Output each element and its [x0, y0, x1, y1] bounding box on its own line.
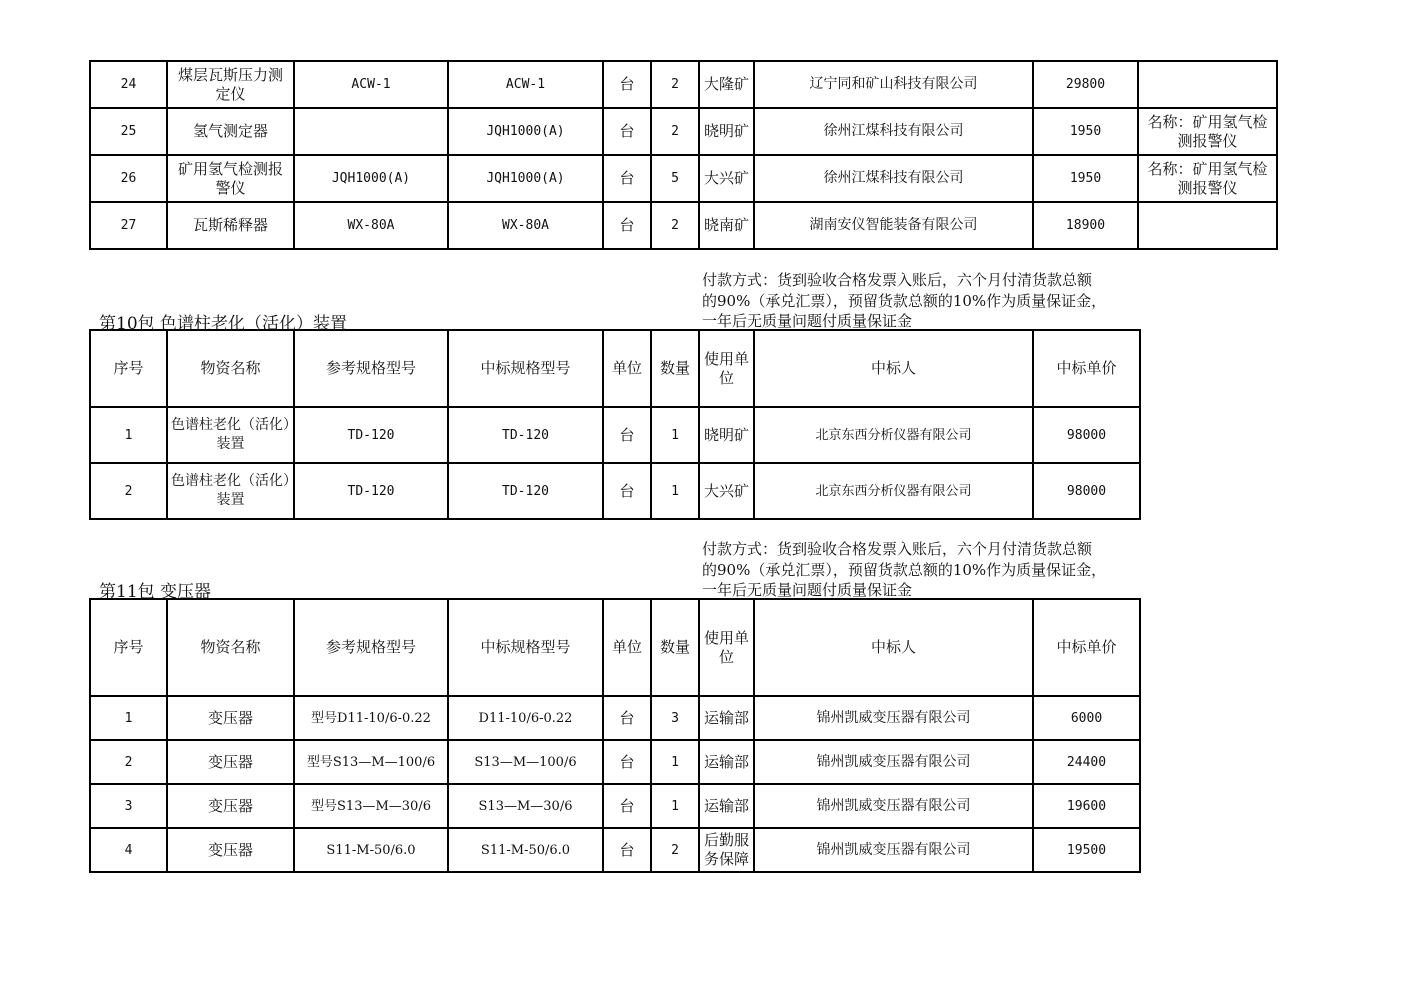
- table-row: [90, 740, 1140, 784]
- cell-no: 2: [90, 740, 167, 784]
- table-header-row: [90, 330, 1140, 407]
- package10-payment-terms: [702, 270, 1142, 332]
- cell-price: 98000: [1033, 463, 1140, 519]
- cell-qty: 1: [651, 740, 699, 784]
- cell-dept: 晓明矿: [699, 108, 754, 155]
- cell-vendor: 锦州凯威变压器有限公司: [754, 740, 1033, 784]
- cell-price: 19600: [1033, 784, 1140, 828]
- cell-no: 2: [90, 463, 167, 519]
- cell-unit: 台: [603, 784, 651, 828]
- cell-dept: 大兴矿: [699, 155, 754, 202]
- cell-unit: 台: [603, 696, 651, 740]
- cell-vendor: 锦州凯威变压器有限公司: [754, 784, 1033, 828]
- header-vendor: 中标人: [754, 330, 1033, 407]
- cell-name: 煤层瓦斯压力测定仪: [167, 61, 294, 108]
- cell-bid-spec: JQH1000(A): [448, 108, 603, 155]
- top-equipment-table: [89, 60, 1278, 250]
- table-row: [90, 202, 1277, 249]
- cell-unit: 台: [603, 61, 651, 108]
- cell-dept: 晓南矿: [699, 202, 754, 249]
- cell-vendor: 锦州凯威变压器有限公司: [754, 696, 1033, 740]
- cell-ref-spec: [294, 108, 448, 155]
- header-bid-spec: 中标规格型号: [448, 599, 603, 696]
- payment-line: 一年后无质量问题付质量保证金: [702, 312, 913, 330]
- cell-name: 变压器: [167, 828, 294, 872]
- cell-dept: 运输部: [699, 696, 754, 740]
- header-dept: 使用单位: [699, 599, 754, 696]
- cell-vendor: 徐州江煤科技有限公司: [754, 155, 1033, 202]
- payment-line: 的90%（承兑汇票），预留货款总额的10%作为质量保证金，: [702, 291, 1107, 310]
- cell-unit: 台: [603, 463, 651, 519]
- table-row: [90, 696, 1140, 740]
- cell-qty: 2: [651, 108, 699, 155]
- cell-dept: 大隆矿: [699, 61, 754, 108]
- table-header-row: [90, 599, 1140, 696]
- package11-title: 第11包 变压器: [99, 582, 212, 602]
- cell-remark: [1138, 61, 1277, 108]
- cell-remark: 名称：矿用氢气检测报警仪: [1138, 155, 1277, 202]
- cell-vendor: 北京东西分析仪器有限公司: [754, 407, 1033, 463]
- header-price: 中标单价: [1033, 330, 1140, 407]
- header-no: 序号: [90, 599, 167, 696]
- cell-name: 变压器: [167, 784, 294, 828]
- table-row: [90, 784, 1140, 828]
- payment-line: 的90%（承兑汇票），预留货款总额的10%作为质量保证金，: [702, 560, 1107, 579]
- cell-ref-spec: S11-M-50/6.0: [294, 828, 448, 872]
- cell-qty: 2: [651, 828, 699, 872]
- cell-name: 氢气测定器: [167, 108, 294, 155]
- cell-qty: 5: [651, 155, 699, 202]
- table-row: [90, 108, 1277, 155]
- cell-vendor: 北京东西分析仪器有限公司: [754, 463, 1033, 519]
- cell-name: 变压器: [167, 696, 294, 740]
- cell-no: 27: [90, 202, 167, 249]
- cell-bid-spec: S13—M—30/6: [448, 784, 603, 828]
- header-dept: 使用单位: [699, 330, 754, 407]
- payment-line: 一年后无质量问题付质量保证金: [702, 581, 913, 599]
- payment-line: 付款方式：货到验收合格发票入账后，六个月付清货款总额: [702, 271, 1093, 289]
- cell-bid-spec: TD-120: [448, 407, 603, 463]
- cell-ref-spec: ACW-1: [294, 61, 448, 108]
- cell-no: 26: [90, 155, 167, 202]
- cell-price: 1950: [1033, 155, 1138, 202]
- cell-ref-spec: JQH1000(A): [294, 155, 448, 202]
- cell-qty: 2: [651, 61, 699, 108]
- cell-bid-spec: WX-80A: [448, 202, 603, 249]
- cell-name: 色谱柱老化（活化）装置: [167, 463, 294, 519]
- cell-qty: 2: [651, 202, 699, 249]
- cell-unit: 台: [603, 740, 651, 784]
- package11-payment-terms: [702, 539, 1142, 601]
- cell-bid-spec: S13—M—100/6: [448, 740, 603, 784]
- table-row: [90, 407, 1140, 463]
- header-price: 中标单价: [1033, 599, 1140, 696]
- cell-remark: 名称：矿用氢气检测报警仪: [1138, 108, 1277, 155]
- header-bid-spec: 中标规格型号: [448, 330, 603, 407]
- table-row: [90, 155, 1277, 202]
- cell-dept: 晓明矿: [699, 407, 754, 463]
- cell-no: 25: [90, 108, 167, 155]
- cell-bid-spec: D11-10/6-0.22: [448, 696, 603, 740]
- cell-dept: 运输部: [699, 784, 754, 828]
- cell-dept: 大兴矿: [699, 463, 754, 519]
- cell-vendor: 锦州凯威变压器有限公司: [754, 828, 1033, 872]
- header-unit: 单位: [603, 599, 651, 696]
- header-qty: 数量: [651, 599, 699, 696]
- cell-name: 色谱柱老化（活化）装置: [167, 407, 294, 463]
- cell-unit: 台: [603, 202, 651, 249]
- cell-unit: 台: [603, 828, 651, 872]
- cell-ref-spec: WX-80A: [294, 202, 448, 249]
- cell-bid-spec: ACW-1: [448, 61, 603, 108]
- cell-name: 瓦斯稀释器: [167, 202, 294, 249]
- cell-bid-spec: S11-M-50/6.0: [448, 828, 603, 872]
- cell-bid-spec: TD-120: [448, 463, 603, 519]
- cell-vendor: 徐州江煤科技有限公司: [754, 108, 1033, 155]
- cell-dept: 后勤服务保障: [699, 828, 754, 872]
- cell-no: 3: [90, 784, 167, 828]
- cell-ref-spec: 型号D11-10/6-0.22: [294, 696, 448, 740]
- package11-table: [89, 598, 1141, 873]
- cell-no: 1: [90, 696, 167, 740]
- cell-no: 4: [90, 828, 167, 872]
- cell-name: 变压器: [167, 740, 294, 784]
- cell-ref-spec: 型号S13—M—100/6: [294, 740, 448, 784]
- header-no: 序号: [90, 330, 167, 407]
- cell-price: 18900: [1033, 202, 1138, 249]
- cell-qty: 3: [651, 696, 699, 740]
- header-qty: 数量: [651, 330, 699, 407]
- cell-unit: 台: [603, 155, 651, 202]
- cell-ref-spec: TD-120: [294, 463, 448, 519]
- cell-name: 矿用氢气检测报警仪: [167, 155, 294, 202]
- header-unit: 单位: [603, 330, 651, 407]
- cell-price: 98000: [1033, 407, 1140, 463]
- table-row: [90, 828, 1140, 872]
- table-row: [90, 463, 1140, 519]
- cell-vendor: 湖南安仪智能装备有限公司: [754, 202, 1033, 249]
- cell-qty: 1: [651, 407, 699, 463]
- cell-ref-spec: 型号S13—M—30/6: [294, 784, 448, 828]
- payment-line: 付款方式：货到验收合格发票入账后，六个月付清货款总额: [702, 540, 1093, 558]
- cell-ref-spec: TD-120: [294, 407, 448, 463]
- header-vendor: 中标人: [754, 599, 1033, 696]
- cell-unit: 台: [603, 407, 651, 463]
- table-row: [90, 61, 1277, 108]
- header-ref-spec: 参考规格型号: [294, 599, 448, 696]
- cell-qty: 1: [651, 784, 699, 828]
- package10-table: [89, 329, 1141, 520]
- header-ref-spec: 参考规格型号: [294, 330, 448, 407]
- cell-vendor: 辽宁同和矿山科技有限公司: [754, 61, 1033, 108]
- cell-price: 6000: [1033, 696, 1140, 740]
- cell-no: 24: [90, 61, 167, 108]
- cell-qty: 1: [651, 463, 699, 519]
- cell-remark: [1138, 202, 1277, 249]
- cell-dept: 运输部: [699, 740, 754, 784]
- cell-price: 29800: [1033, 61, 1138, 108]
- cell-price: 1950: [1033, 108, 1138, 155]
- cell-price: 19500: [1033, 828, 1140, 872]
- cell-price: 24400: [1033, 740, 1140, 784]
- cell-unit: 台: [603, 108, 651, 155]
- cell-no: 1: [90, 407, 167, 463]
- cell-bid-spec: JQH1000(A): [448, 155, 603, 202]
- package10-title: 第10包 色谱柱老化（活化）装置: [99, 314, 348, 334]
- header-name: 物资名称: [167, 599, 294, 696]
- header-name: 物资名称: [167, 330, 294, 407]
